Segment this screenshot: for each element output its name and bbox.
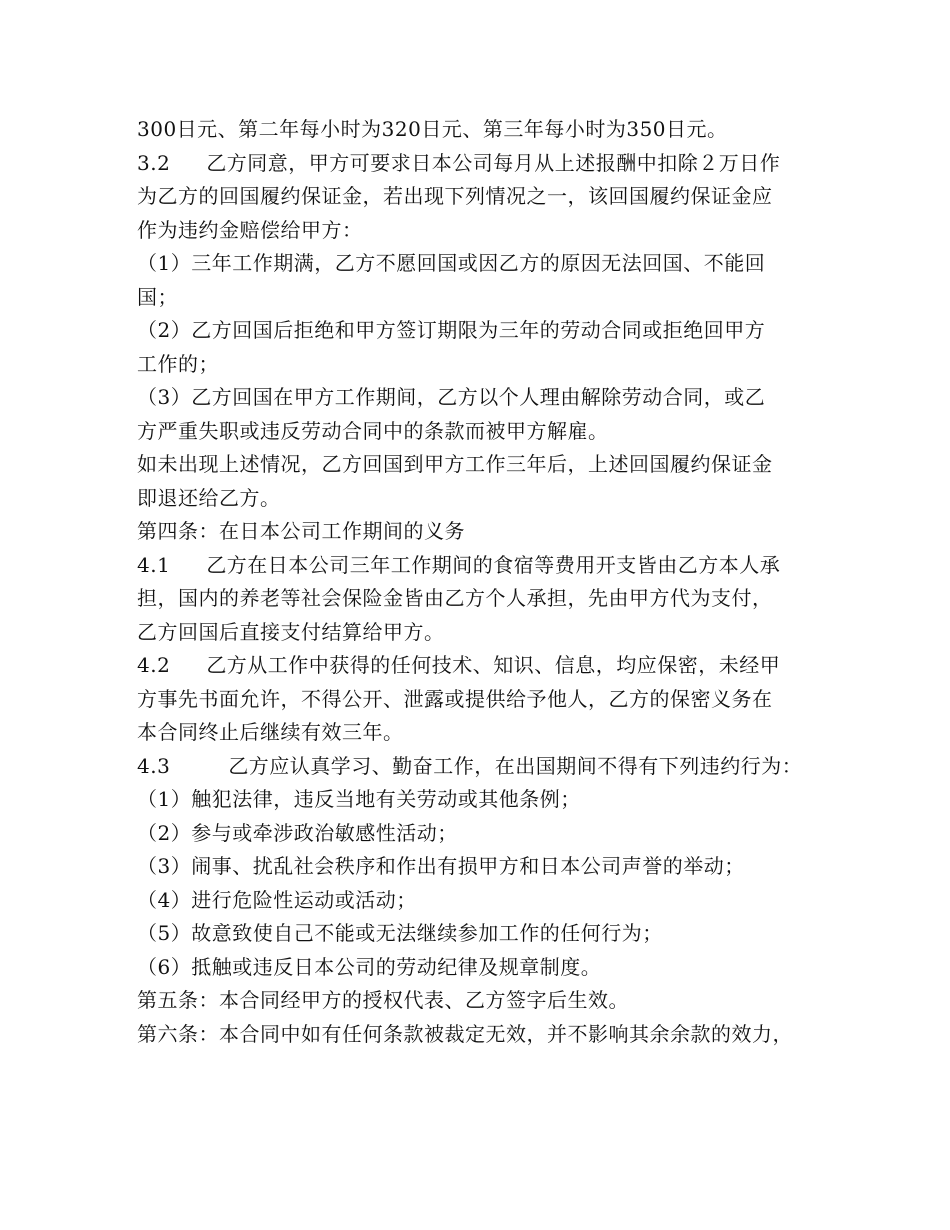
text-line: 本合同终止后继续有效三年。 (137, 720, 404, 744)
clause-4-3: 4.3 乙方应认真学习、勤奋工作，在出国期间不得有下列违约行为： (137, 753, 803, 778)
list-item: （1）三年工作期满，乙方不愿回国或因乙方的原因无法回国、不能回 (137, 251, 766, 275)
list-item: （5）故意致使自己不能或无法继续参加工作的任何行为； (137, 921, 663, 945)
text-line: 300日元、第二年每小时为320日元、第三年每小时为350日元。 (137, 117, 728, 141)
clause-number: 3.2 (137, 150, 171, 175)
text-line: 为乙方的回国履约保证金，若出现下列情况之一，该回国履约保证金应 (137, 184, 773, 208)
clause-4-2: 4.2 乙方从工作中获得的任何技术、知识、信息，均应保密，未经甲 (137, 653, 781, 677)
text-line: 如未出现上述情况，乙方回国到甲方工作三年后，上述回国履约保证金 (137, 452, 773, 476)
clause-4-1: 4.1 乙方在日本公司三年工作期间的食宿等费用开支皆由乙方本人承 (137, 552, 781, 577)
text-line: 方事先书面允许，不得公开、泄露或提供给予他人，乙方的保密义务在 (137, 686, 773, 711)
text-line: 即退还给乙方。 (137, 485, 281, 510)
text-line: 作为违约金赔偿给甲方： (137, 217, 363, 242)
list-item: （6）抵触或违反日本公司的劳动纪律及规章制度。 (137, 954, 602, 979)
list-item: （4）进行危险性运动或活动； (137, 887, 417, 912)
list-item: （1）触犯法律，违反当地有关劳动或其他条例； (137, 787, 581, 811)
list-item: （3）闹事、扰乱社会秩序和作出有损甲方和日本公司声誉的举动； (137, 854, 745, 878)
clause-number: 4.2 (137, 653, 171, 677)
text-line: 工作的； (137, 351, 219, 376)
section-heading: 第六条：本合同中如有任何条款被裁定无效，并不影响其余余款的效力， (137, 1021, 793, 1046)
clause-number: 4.3 (137, 753, 171, 778)
list-item: （2）乙方回国后拒绝和甲方签订期限为三年的劳动合同或拒绝回甲方 (137, 318, 766, 342)
clause-number: 4.1 (137, 552, 171, 577)
text-line: 担，国内的养老等社会保险金皆由乙方个人承担，先由甲方代为支付， (137, 586, 773, 610)
text-line: 方严重失职或违反劳动合同中的条款而被甲方解雇。 (137, 418, 609, 443)
section-heading: 第四条：在日本公司工作期间的义务 (137, 519, 465, 543)
list-item: （3）乙方回国在甲方工作期间，乙方以个人理由解除劳动合同，或乙 (137, 385, 766, 409)
clause-3-2: 3.2 乙方同意，甲方可要求日本公司每月从上述报酬中扣除２万日作 (137, 150, 781, 175)
text-line: 乙方回国后直接支付结算给甲方。 (137, 619, 445, 644)
list-item: （2）参与或牵涉政治敏感性活动； (137, 820, 458, 845)
text-line: 国； (137, 284, 178, 309)
section-heading: 第五条：本合同经甲方的授权代表、乙方签字后生效。 (137, 988, 629, 1012)
contract-text (137, 113, 827, 1051)
